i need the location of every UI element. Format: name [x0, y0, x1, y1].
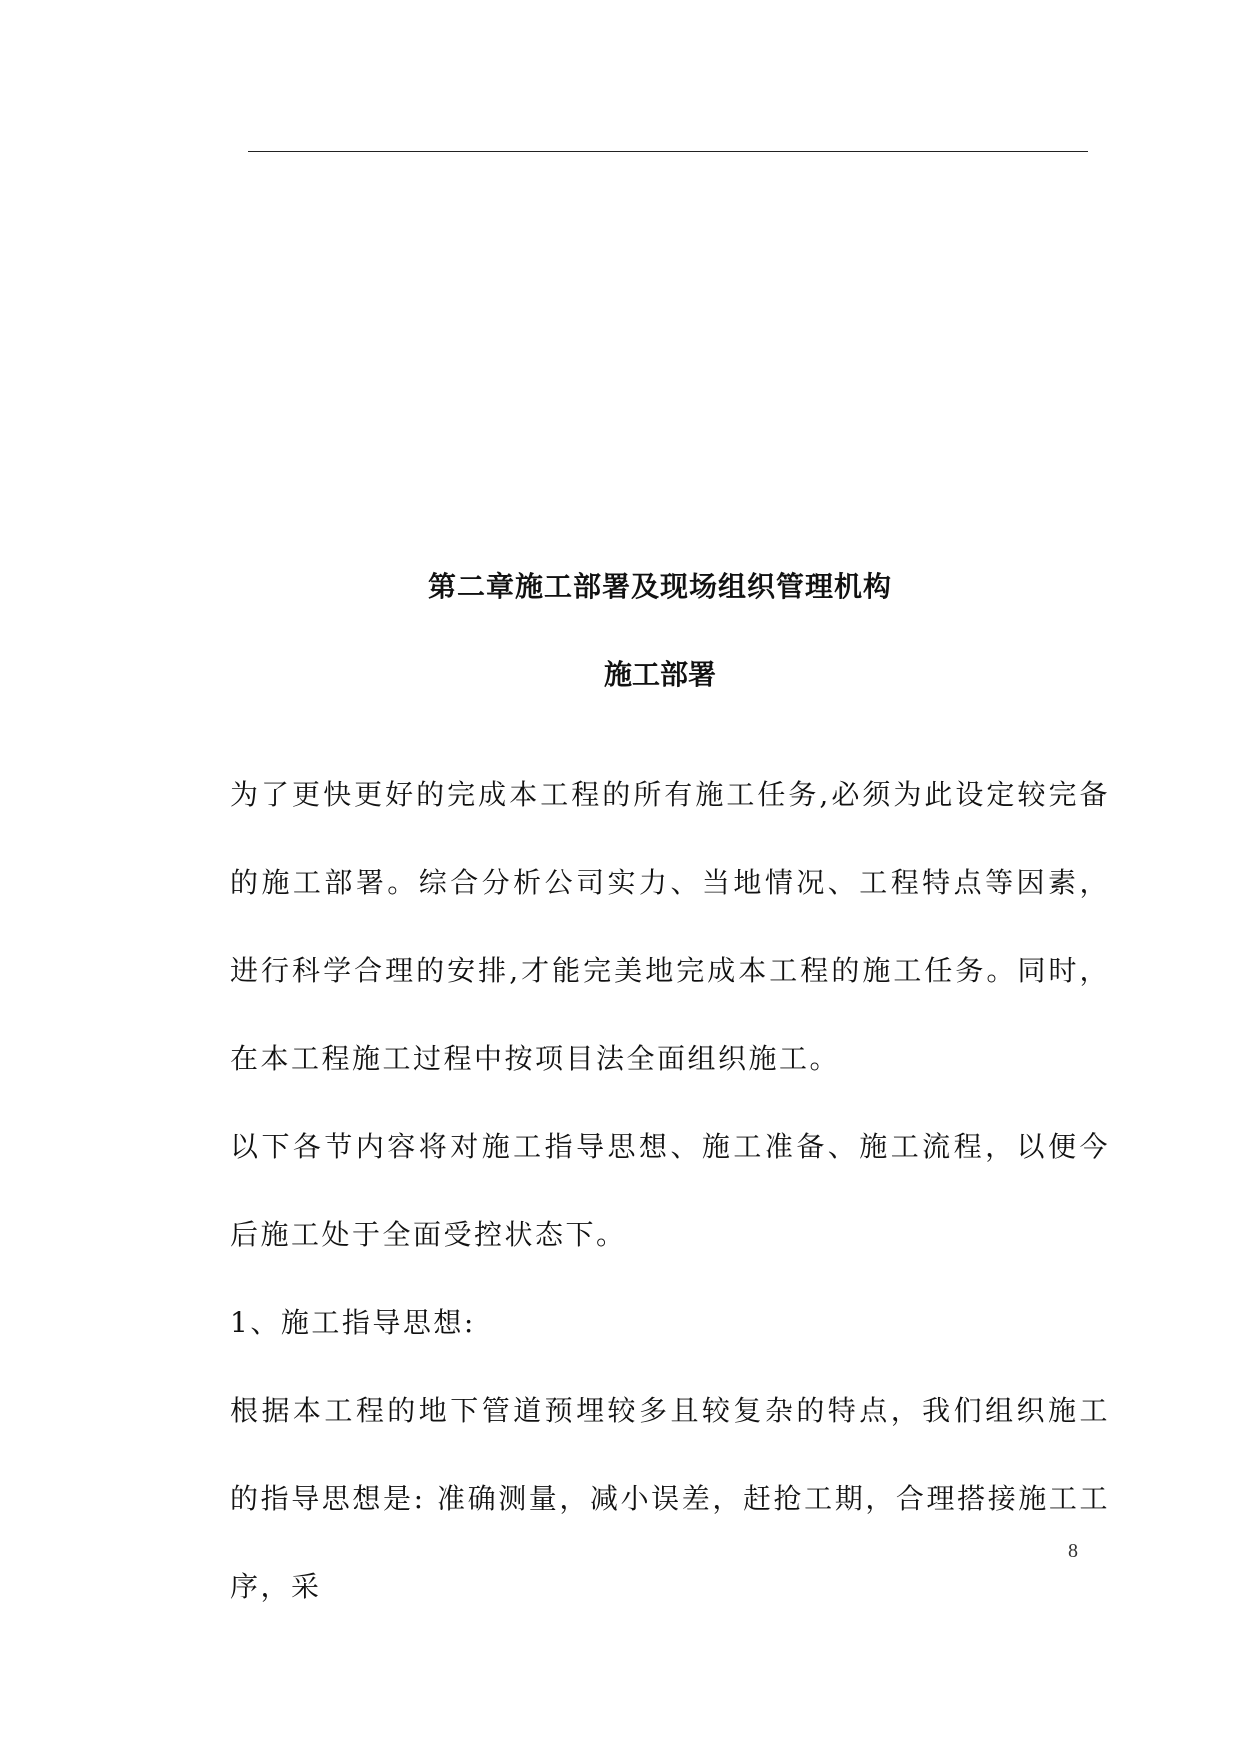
- body-text: [230, 751, 1110, 1631]
- page-number: 8: [1068, 1540, 1078, 1562]
- paragraph-overview: 以下各节内容将对施工指导思想、施工准备、施工流程，以便今后施工处于全面受控状态下。: [230, 1130, 1110, 1251]
- subsection-heading: 1、施工指导思想:: [230, 1306, 476, 1339]
- paragraph-intro: 为了更快更好的完成本工程的所有施工任务,必须为此设定较完备的施工部署。综合分析公司实力、当地情况、工程特点等因素，进行科学合理的安排,才能完美地完成本工程的施工任务。同时，在本工程施工过程中按项目法全面组织施工。: [230, 778, 1110, 1075]
- paragraph-guiding-idea: 根据本工程的地下管道预埋较多且较复杂的特点，我们组织施工的指导思想是: 准确测量，减小误差，赶抢工期，合理搭接施工工序，采: [230, 1394, 1110, 1603]
- header-rule: [248, 151, 1088, 152]
- chapter-title: 第二章施工部署及现场组织管理机构: [427, 570, 892, 603]
- section-title: 施工部署: [603, 658, 716, 691]
